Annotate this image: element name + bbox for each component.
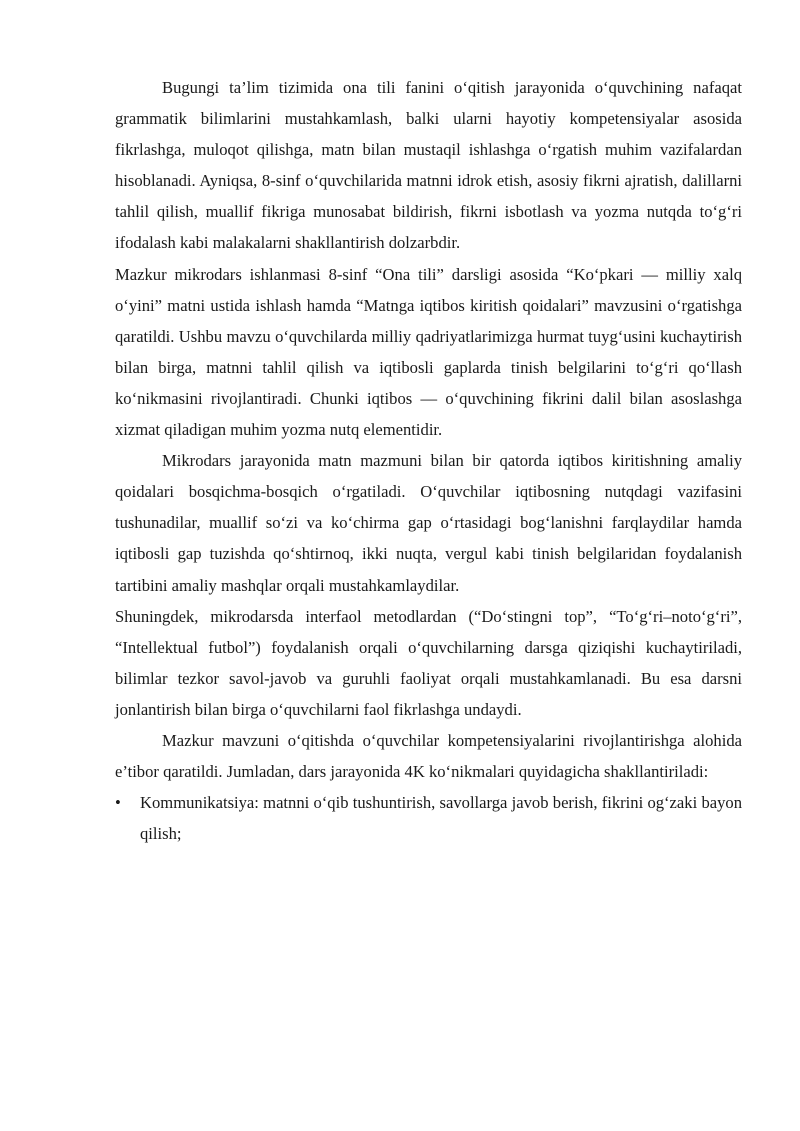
paragraph-microlesson-purpose: Mazkur mikrodars ishlanmasi 8-sinf “Ona tili” darsligi asosida “Ko‘pkari — milliy xalq o‘yini” matni ustida ishlash hamda “Matnga iqtibos kiritish qoidalari” mavzusini o‘rgatishga qaratildi. Ushbu mavzu o‘quvchilarda milliy qadriyatlarimizga hurmat tuyg‘usini kuchaytirish bilan birga, matnni tahlil qilish va iqtibosli gaplarda tinish belgilarini to‘g‘ri qo‘llash ko‘nikmasini rivojlantiradi. Chunki iqtibos — o‘quvchining fikrini dalil bilan asoslashga xizmat qiladigan muhim yozma nutq elementidir.: [115, 264, 742, 440]
bullet-icon: •: [115, 793, 121, 813]
competency-list: [115, 787, 742, 849]
list-item: [115, 787, 742, 849]
paragraph-competencies: Mazkur mavzuni o‘qitishda o‘quvchilar kompetensiyalarini rivojlantirishga alohida e’tibor qaratildi. Jumladan, dars jarayonida 4K ko‘nikmalari quyidagicha shakllantiriladi:: [115, 730, 742, 782]
paragraph-interactive-methods: Shuningdek, mikrodarsda interfaol metodlardan (“Do‘stingni top”, “To‘g‘ri–noto‘g‘ri”, “Intellektual futbol”) foydalanish orqali o‘quvchilarning darsga qiziqishi kuchaytiriladi, bilimlar tezkor savol-javob va guruhli faoliyat orqali mustahkamlanadi. Bu esa darsni jonlantirish bilan birga o‘quvchilarni faol fikrlashga undaydi.: [115, 606, 742, 719]
paragraph-intro: Bugungi ta’lim tizimida ona tili fanini o‘qitish jarayonida o‘quvchining nafaqat grammatik bilimlarini mustahkamlash, balki ularni hayotiy kompetensiyalar asosida fikrlashga, muloqot qilishga, matn bilan mustaqil ishlashga o‘rgatish muhim vazifalardan hisoblanadi. Ayniqsa, 8-sinf o‘quvchilarida matnni idrok etish, asosiy fikrni ajratish, dalillarni tahlil qilish, muallif fikriga munosabat bildirish, fikrni isbotlash va yozma nutqda to‘g‘ri ifodalash kabi malakalarni shakllantirish dolzarbdir.: [115, 78, 742, 253]
list-item-text: Kommunikatsiya: matnni o‘qib tushuntirish, savollarga javob berish, fikrini og‘zaki bayon qilish;: [140, 793, 742, 844]
paragraph-microlesson-process: Mikrodars jarayonida matn mazmuni bilan bir qatorda iqtibos kiritishning amaliy qoidalari bosqichma-bosqich o‘rgatiladi. O‘quvchilar iqtibosning nutqdagi vazifasini tushunadilar, muallif so‘zi va ko‘chirma gap o‘rtasidagi bog‘lanishni farqlaydilar hamda iqtibosli gap tuzishda qo‘shtirnoq, ikki nuqta, vergul kabi tinish belgilaridan foydalanish tartibini amaliy mashqlar orqali mustahkamlaydilar.: [115, 451, 742, 595]
document-page: [115, 72, 742, 849]
